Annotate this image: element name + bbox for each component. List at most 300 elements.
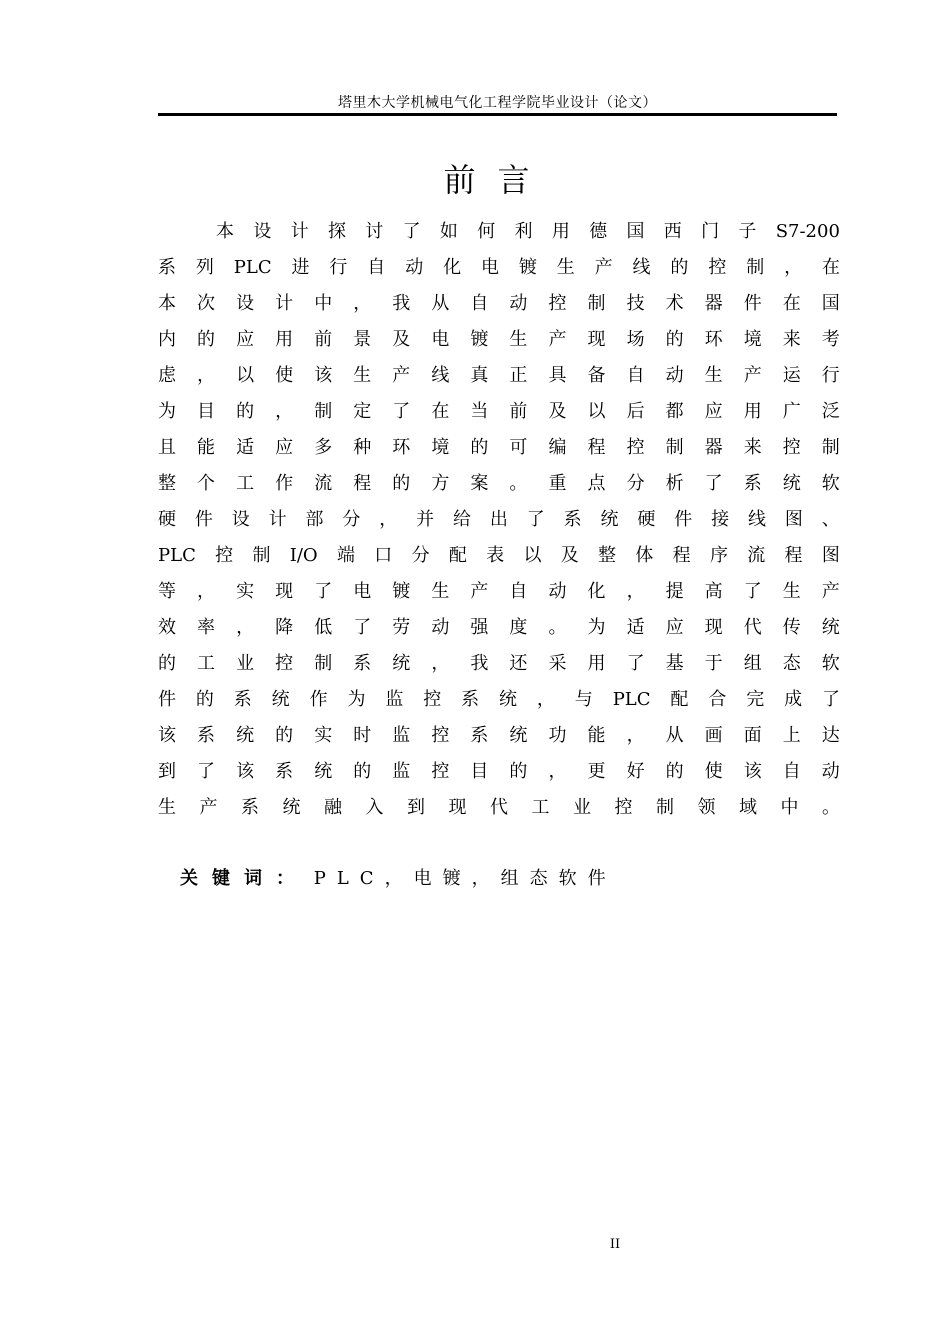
body-glyph: 用 — [551, 221, 570, 242]
body-line — [158, 646, 840, 682]
body-glyph: 端 — [336, 545, 355, 566]
body-glyph: 了 — [314, 581, 333, 602]
body-glyph: 讨 — [365, 221, 384, 242]
body-glyph: 统 — [314, 761, 333, 782]
body-glyph: 到 — [158, 761, 176, 782]
body-glyph: 代 — [743, 617, 762, 638]
body-glyph: 。 — [548, 617, 567, 638]
body-glyph: 自 — [470, 293, 489, 314]
body-glyph: 多 — [314, 437, 333, 458]
body-glyph: 中 — [780, 797, 799, 818]
body-glyph: 功 — [548, 725, 567, 746]
body-glyph: 于 — [704, 653, 723, 674]
body-glyph: 的 — [470, 437, 489, 458]
body-line — [158, 358, 840, 394]
body-glyph: 该 — [158, 725, 176, 746]
body-glyph: 了 — [353, 617, 372, 638]
body-glyph: 本 — [158, 293, 176, 314]
body-glyph: 应 — [275, 437, 294, 458]
keywords — [180, 861, 617, 897]
body-glyph: 制 — [746, 257, 765, 278]
body-glyph: 我 — [470, 653, 489, 674]
body-glyph: 完 — [746, 689, 765, 710]
body-glyph: 制 — [821, 437, 840, 458]
body-glyph: 基 — [665, 653, 684, 674]
body-glyph: 件 — [743, 293, 762, 314]
body-glyph: 动 — [548, 581, 567, 602]
body-glyph: 适 — [626, 617, 645, 638]
body-glyph: 种 — [353, 437, 372, 458]
body-glyph: 系 — [470, 725, 489, 746]
body-glyph: 并 — [416, 509, 435, 530]
body-glyph: 生 — [158, 797, 176, 818]
body-glyph: 的 — [665, 329, 684, 350]
body-glyph: 应 — [665, 617, 684, 638]
body-glyph: 程 — [587, 437, 606, 458]
body-glyph: 设 — [236, 293, 255, 314]
body-line — [158, 394, 840, 430]
body-glyph: 上 — [782, 725, 801, 746]
body-glyph: 作 — [275, 473, 294, 494]
body-glyph: 在 — [431, 401, 450, 422]
body-glyph: 列 — [195, 257, 214, 278]
body-glyph: ， — [353, 293, 372, 314]
body-glyph: 生 — [704, 365, 723, 386]
body-glyph: 何 — [477, 221, 496, 242]
body-glyph: 好 — [626, 761, 645, 782]
body-glyph: 。 — [509, 473, 528, 494]
body-glyph: 镀 — [470, 329, 489, 350]
body-glyph: 该 — [236, 761, 255, 782]
body-glyph: 生 — [782, 581, 801, 602]
body-glyph: 产 — [392, 365, 411, 386]
body-glyph: 产 — [743, 365, 762, 386]
body-glyph: 应 — [704, 401, 723, 422]
body-glyph: 。 — [822, 797, 840, 818]
body-glyph: 以 — [236, 365, 255, 386]
body-glyph: 制 — [587, 293, 606, 314]
body-glyph: 了 — [392, 401, 411, 422]
body-glyph: 以 — [523, 545, 542, 566]
body-glyph: 泛 — [821, 401, 840, 422]
body-glyph: 体 — [635, 545, 654, 566]
body-glyph: 控 — [626, 437, 645, 458]
body-glyph: 及 — [560, 545, 579, 566]
body-glyph: 的 — [353, 761, 372, 782]
body-glyph: 整 — [158, 473, 176, 494]
body-glyph: 自 — [626, 365, 645, 386]
body-glyph: 且 — [158, 437, 176, 458]
body-glyph: 境 — [431, 437, 450, 458]
body-glyph: 统 — [782, 473, 801, 494]
body-line — [158, 286, 840, 322]
body-glyph: 可 — [509, 437, 528, 458]
body-glyph: 了 — [526, 509, 545, 530]
body-glyph: 件 — [158, 689, 176, 710]
body-glyph: 行 — [821, 365, 840, 386]
body-glyph: 控 — [215, 545, 234, 566]
body-glyph: 系 — [461, 689, 480, 710]
body-glyph: 系 — [197, 725, 216, 746]
body-glyph: 自 — [509, 581, 528, 602]
body-glyph: 了 — [821, 689, 840, 710]
body-glyph: 个 — [197, 473, 216, 494]
body-glyph: 的 — [195, 689, 214, 710]
body-glyph: 生 — [431, 581, 450, 602]
body-glyph: 的 — [236, 401, 255, 422]
body-glyph: 能 — [197, 437, 216, 458]
body-glyph: 后 — [626, 401, 645, 422]
body-glyph: 目 — [470, 761, 489, 782]
body-line — [158, 610, 840, 646]
body-glyph: 德 — [589, 221, 608, 242]
body-glyph: 计 — [275, 293, 294, 314]
body-glyph: 利 — [514, 221, 533, 242]
body-line — [158, 718, 840, 754]
body-glyph: 了 — [704, 473, 723, 494]
body-glyph: 系 — [353, 653, 372, 674]
body-glyph: 该 — [743, 761, 762, 782]
body-glyph: 方 — [431, 473, 450, 494]
body-glyph: 业 — [236, 653, 255, 674]
body-glyph: 高 — [704, 581, 723, 602]
body-glyph: 门 — [701, 221, 720, 242]
page-number: II — [609, 1237, 621, 1252]
body-glyph: 分 — [626, 473, 645, 494]
body-glyph: 适 — [236, 437, 255, 458]
body-glyph: ， — [236, 617, 255, 638]
body-glyph: ， — [536, 689, 555, 710]
body-glyph: 本 — [216, 221, 234, 242]
body-glyph: 控 — [275, 653, 294, 674]
body-glyph: 系 — [233, 689, 252, 710]
body-glyph: 控 — [548, 293, 567, 314]
body-glyph: 运 — [782, 365, 801, 386]
body-glyph: 的 — [665, 761, 684, 782]
body-glyph: PLC — [158, 545, 196, 566]
body-glyph: 了 — [402, 221, 421, 242]
body-glyph: 系 — [275, 761, 294, 782]
body-glyph: 传 — [782, 617, 801, 638]
body-glyph: 技 — [626, 293, 645, 314]
body-glyph: 及 — [548, 401, 567, 422]
body-glyph: 生 — [556, 257, 575, 278]
body-line — [158, 430, 840, 466]
body-glyph: 流 — [747, 545, 766, 566]
body-glyph: ， — [275, 401, 294, 422]
body-glyph: 器 — [704, 437, 723, 458]
body-glyph: 都 — [665, 401, 684, 422]
body-glyph: 程 — [784, 545, 803, 566]
body-glyph: 国 — [626, 221, 645, 242]
body-glyph: 流 — [314, 473, 333, 494]
body-glyph: 动 — [431, 617, 450, 638]
body-glyph: 进 — [291, 257, 310, 278]
body-glyph: 为 — [347, 689, 366, 710]
body-glyph: 重 — [548, 473, 567, 494]
body-glyph: 用 — [587, 653, 606, 674]
body-glyph: 现 — [587, 329, 606, 350]
body-glyph: 中 — [314, 293, 333, 314]
body-glyph: 环 — [392, 437, 411, 458]
body-glyph: 使 — [704, 761, 723, 782]
body-glyph: 具 — [548, 365, 567, 386]
body-glyph: 境 — [743, 329, 762, 350]
body-glyph: 制 — [665, 437, 684, 458]
body-glyph: 现 — [275, 581, 294, 602]
body-glyph: 计 — [268, 509, 287, 530]
body-glyph: ， — [784, 257, 803, 278]
body-glyph: 业 — [573, 797, 591, 818]
body-glyph: 设 — [253, 221, 272, 242]
body-glyph: 系 — [743, 473, 762, 494]
body-glyph: ， — [626, 581, 645, 602]
page-title: 前言 — [443, 161, 552, 199]
body-glyph: 统 — [236, 725, 255, 746]
body-glyph: 达 — [821, 725, 840, 746]
body-glyph: 制 — [252, 545, 271, 566]
body-glyph: 在 — [782, 293, 801, 314]
body-glyph: 动 — [509, 293, 528, 314]
body-glyph: 定 — [353, 401, 372, 422]
body-glyph: 产 — [470, 581, 489, 602]
body-glyph: 降 — [275, 617, 294, 638]
body-glyph: 能 — [587, 725, 606, 746]
preface-body — [158, 214, 840, 826]
body-glyph: 制 — [314, 401, 333, 422]
body-glyph: 产 — [821, 581, 840, 602]
body-glyph: 给 — [453, 509, 471, 530]
body-glyph: I/O — [289, 545, 318, 566]
body-line — [158, 214, 840, 250]
body-glyph: 软 — [821, 473, 840, 494]
body-glyph: 硬 — [637, 509, 656, 530]
body-glyph: 统 — [509, 725, 528, 746]
body-glyph: 化 — [587, 581, 606, 602]
body-glyph: 的 — [158, 653, 176, 674]
body-glyph: 合 — [708, 689, 727, 710]
body-glyph: 点 — [587, 473, 606, 494]
body-glyph: 术 — [665, 293, 684, 314]
body-glyph: 电 — [480, 257, 499, 278]
body-glyph: 配 — [670, 689, 689, 710]
body-glyph: 与 — [574, 689, 593, 710]
body-glyph: 在 — [821, 257, 840, 278]
body-glyph: 融 — [324, 797, 342, 818]
body-glyph: 备 — [587, 365, 606, 386]
body-glyph: 以 — [587, 401, 606, 422]
body-glyph: 生 — [509, 329, 528, 350]
body-line — [158, 790, 840, 826]
body-glyph: 生 — [353, 365, 372, 386]
body-glyph: 统 — [600, 509, 619, 530]
body-glyph: 代 — [490, 797, 508, 818]
body-glyph: ， — [431, 653, 450, 674]
body-glyph: ， — [379, 509, 398, 530]
body-glyph: 如 — [439, 221, 458, 242]
body-glyph: 程 — [353, 473, 372, 494]
body-glyph: ， — [197, 581, 216, 602]
body-glyph: 行 — [329, 257, 348, 278]
body-glyph: 采 — [548, 653, 567, 674]
body-glyph: 口 — [374, 545, 393, 566]
body-line — [158, 466, 840, 502]
body-glyph: 当 — [470, 401, 489, 422]
body-glyph: 图 — [821, 545, 840, 566]
body-glyph: 控 — [423, 689, 442, 710]
body-glyph: 的 — [509, 761, 528, 782]
body-glyph: 控 — [431, 761, 450, 782]
body-glyph: 化 — [443, 257, 462, 278]
body-glyph: 自 — [367, 257, 386, 278]
body-glyph: 从 — [431, 293, 450, 314]
body-glyph: 使 — [275, 365, 294, 386]
body-glyph: 接 — [711, 509, 730, 530]
body-glyph: 整 — [598, 545, 617, 566]
body-glyph: 劳 — [392, 617, 411, 638]
body-glyph: 电 — [353, 581, 372, 602]
body-glyph: ， — [626, 725, 645, 746]
body-glyph: 到 — [407, 797, 425, 818]
body-glyph: 强 — [470, 617, 489, 638]
body-glyph: 效 — [158, 617, 176, 638]
body-glyph: 统 — [821, 617, 840, 638]
body-glyph: 案 — [470, 473, 489, 494]
body-glyph: 该 — [314, 365, 333, 386]
body-glyph: 产 — [594, 257, 613, 278]
body-glyph: 态 — [782, 653, 801, 674]
body-glyph: 前 — [509, 401, 528, 422]
body-glyph: 表 — [486, 545, 505, 566]
body-glyph: 监 — [392, 761, 411, 782]
body-glyph: 了 — [626, 653, 645, 674]
body-glyph: 及 — [392, 329, 411, 350]
body-glyph: 正 — [509, 365, 528, 386]
body-glyph: 景 — [353, 329, 372, 350]
body-glyph: 统 — [271, 689, 290, 710]
body-glyph: 计 — [290, 221, 309, 242]
body-glyph: 设 — [231, 509, 250, 530]
body-glyph: 低 — [314, 617, 333, 638]
keywords-label: 关键词： — [180, 868, 308, 889]
body-glyph: 制 — [314, 653, 333, 674]
body-glyph: 统 — [282, 797, 301, 818]
body-glyph: 真 — [470, 365, 489, 386]
body-glyph: ， — [548, 761, 567, 782]
body-glyph: 动 — [405, 257, 424, 278]
body-glyph: 国 — [821, 293, 840, 314]
body-glyph: 配 — [448, 545, 467, 566]
body-glyph: 时 — [353, 725, 372, 746]
body-glyph: 提 — [665, 581, 684, 602]
body-glyph: 产 — [199, 797, 218, 818]
body-glyph: 场 — [626, 329, 645, 350]
body-glyph: 考 — [821, 329, 840, 350]
header-rule — [158, 113, 837, 116]
body-glyph: 镀 — [392, 581, 411, 602]
body-glyph: 器 — [704, 293, 723, 314]
body-glyph: 控 — [614, 797, 633, 818]
body-glyph: 现 — [448, 797, 467, 818]
body-glyph: 控 — [782, 437, 801, 458]
body-glyph: 自 — [782, 761, 801, 782]
body-glyph: 监 — [385, 689, 404, 710]
body-glyph: 工 — [531, 797, 550, 818]
body-glyph: 统 — [499, 689, 518, 710]
body-glyph: 硬 — [158, 509, 176, 530]
body-glyph: ， — [197, 365, 216, 386]
body-glyph: 控 — [431, 725, 450, 746]
body-glyph: 虑 — [158, 365, 176, 386]
body-glyph: 为 — [587, 617, 606, 638]
body-glyph: 应 — [236, 329, 255, 350]
body-line — [158, 502, 840, 538]
body-glyph: 控 — [708, 257, 727, 278]
body-glyph: 析 — [665, 473, 684, 494]
keywords-values: PLC，电镀，组态软件 — [313, 868, 617, 889]
body-glyph: 度 — [509, 617, 528, 638]
body-glyph: 作 — [309, 689, 328, 710]
body-glyph: 件 — [194, 509, 213, 530]
body-glyph: 率 — [197, 617, 216, 638]
body-glyph: PLC — [612, 689, 651, 710]
body-glyph: 环 — [704, 329, 723, 350]
body-glyph: 分 — [411, 545, 430, 566]
body-glyph: 分 — [342, 509, 361, 530]
body-glyph: 面 — [743, 725, 762, 746]
body-glyph: 线 — [632, 257, 651, 278]
body-glyph: 编 — [548, 437, 567, 458]
body-glyph: 工 — [197, 653, 216, 674]
body-glyph: 软 — [821, 653, 840, 674]
body-glyph: 电 — [431, 329, 450, 350]
body-glyph: 我 — [392, 293, 411, 314]
body-glyph: 线 — [748, 509, 766, 530]
body-glyph: 更 — [587, 761, 606, 782]
body-glyph: 监 — [392, 725, 411, 746]
body-glyph: 序 — [709, 545, 728, 566]
body-line — [158, 574, 840, 610]
body-glyph: 还 — [509, 653, 528, 674]
body-glyph: 动 — [665, 365, 684, 386]
body-glyph: 了 — [197, 761, 216, 782]
body-glyph: 、 — [821, 509, 840, 530]
body-glyph: PLC — [233, 257, 272, 278]
body-glyph: 程 — [672, 545, 691, 566]
body-glyph: 画 — [704, 725, 723, 746]
body-glyph: 实 — [236, 581, 255, 602]
body-glyph: 产 — [548, 329, 567, 350]
body-glyph: 用 — [275, 329, 294, 350]
body-glyph: 制 — [656, 797, 674, 818]
body-glyph: 广 — [782, 401, 801, 422]
body-glyph: 实 — [314, 725, 333, 746]
body-line — [158, 250, 840, 286]
body-line — [158, 538, 840, 574]
body-glyph: 了 — [743, 581, 762, 602]
body-line — [158, 322, 840, 358]
body-glyph: 件 — [674, 509, 693, 530]
body-glyph: 前 — [314, 329, 333, 350]
body-glyph: 系 — [158, 257, 176, 278]
body-glyph: 入 — [365, 797, 384, 818]
running-header: 塔里木大学机械电气化工程学院毕业设计（论文） — [338, 95, 657, 111]
body-glyph: 的 — [197, 329, 216, 350]
body-glyph: 目 — [197, 401, 216, 422]
body-glyph: 现 — [704, 617, 723, 638]
body-glyph: S7-200 — [775, 221, 840, 242]
body-glyph: 来 — [743, 437, 762, 458]
